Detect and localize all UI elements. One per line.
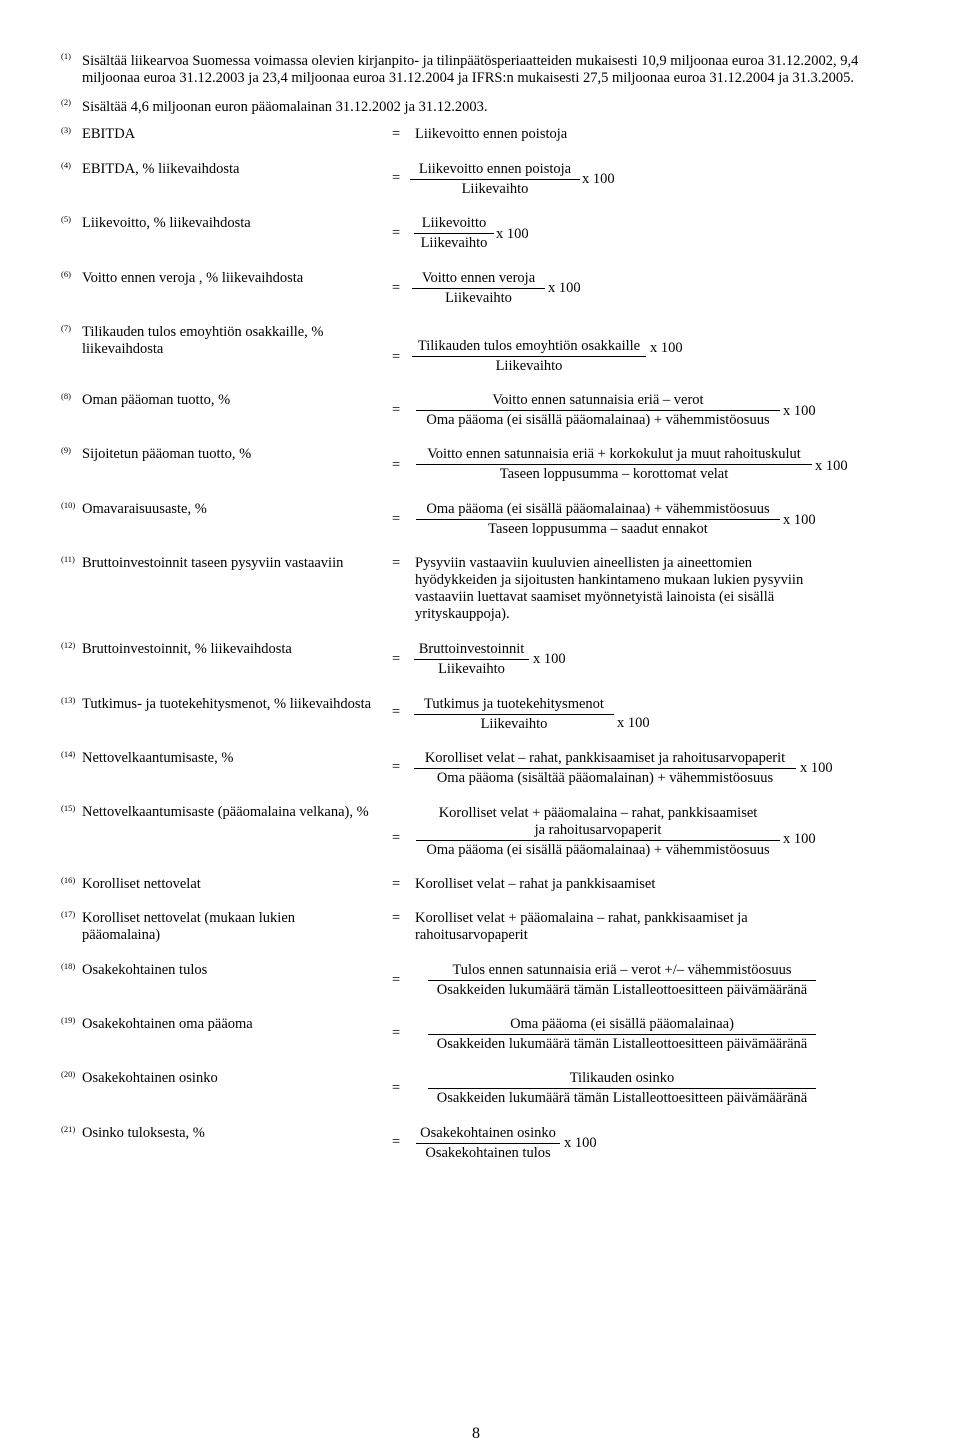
def-20-fraction-bar (428, 1088, 816, 1089)
def-18-numerator: Tulos ennen satunnaisia eriä – verot +/– vähemmistöosuus (452, 962, 792, 978)
def-5-denominator: Liikevaihto (420, 235, 488, 251)
def-4-fraction (410, 161, 580, 201)
def-4-multiplier: x 100 (582, 171, 615, 187)
def-10-marker: (10) (61, 500, 76, 510)
def-6-denominator: Liikevaihto (445, 290, 512, 306)
def-14-equals: = (392, 759, 401, 775)
def-9-marker: (9) (61, 445, 71, 455)
def-14-numerator: Korolliset velat – rahat, pankkisaamiset ja rahoitusarvopaperit (424, 750, 786, 766)
footnote-2-text: Sisältää 4,6 miljoonan euron pääomalainan 31.12.2002 ja 31.12.2003. (82, 99, 488, 115)
def-20-term: Osakekohtainen osinko (82, 1070, 218, 1086)
def-21-numerator: Osakekohtainen osinko (420, 1125, 556, 1141)
def-7-marker: (7) (61, 323, 71, 333)
def-15-marker: (15) (61, 803, 76, 813)
def-13-denominator: Liikevaihto (480, 716, 548, 732)
def-13-numerator: Tutkimus ja tuotekehitysmenot (424, 696, 604, 712)
def-14-fraction-bar (414, 768, 796, 769)
def-4-term: EBITDA, % liikevaihdosta (82, 161, 240, 177)
def-13-multiplier: x 100 (617, 715, 650, 731)
def-20-marker: (20) (61, 1069, 76, 1079)
def-11-definition-line-3: vastaaviin luettavat saamiset myönnetyistä lainoista (ei sisällä (415, 589, 775, 605)
def-18-term: Osakekohtainen tulos (82, 962, 208, 978)
def-7-denominator: Liikevaihto (495, 358, 563, 374)
def-7-term-line-2: liikevaihdosta (82, 341, 164, 357)
def-13-equals: = (392, 704, 401, 720)
def-7-equals: = (392, 349, 401, 365)
def-15-numerator-line-2: ja rahoitusarvopaperit (534, 822, 662, 838)
def-20-fraction (428, 1070, 816, 1110)
def-21-fraction-bar (416, 1143, 560, 1144)
def-10-multiplier: x 100 (783, 512, 816, 528)
def-15-equals: = (392, 830, 401, 846)
def-12-numerator: Bruttoinvestoinnit (418, 641, 525, 657)
def-13-marker: (13) (61, 695, 76, 705)
def-16-definition: Korolliset velat – rahat ja pankkisaamiset (415, 876, 656, 892)
def-17-term-line-2: pääomalaina) (82, 927, 161, 943)
def-20-equals: = (392, 1080, 401, 1096)
def-14-term: Nettovelkaantumisaste, % (82, 750, 234, 766)
def-10-equals: = (392, 511, 401, 527)
def-17-marker: (17) (61, 909, 76, 919)
def-11-definition-line-2: hyödykkeiden ja sijoitusten hankintameno mukaan lukien pysyviin (415, 572, 804, 588)
def-21-multiplier: x 100 (564, 1135, 597, 1151)
def-7-fraction-bar (412, 356, 646, 357)
def-14-multiplier: x 100 (800, 760, 833, 776)
def-5-fraction (414, 215, 494, 255)
def-15-fraction (416, 805, 780, 861)
def-18-fraction-bar (428, 980, 816, 981)
def-4-fraction-bar (410, 179, 580, 180)
def-8-multiplier: x 100 (783, 403, 816, 419)
def-21-equals: = (392, 1134, 401, 1150)
def-5-marker: (5) (61, 214, 71, 224)
def-18-fraction (428, 962, 816, 1002)
def-10-fraction (416, 501, 780, 541)
footnote-2-marker: (2) (61, 97, 71, 107)
def-9-numerator: Voitto ennen satunnaisia eriä + korkokulut ja muut rahoituskulut (427, 446, 801, 462)
def-14-fraction (414, 750, 796, 790)
footnote-1-line-1: Sisältää liikearvoa Suomessa voimassa olevien kirjanpito- ja tilinpäätösperiaatteiden mukaisesti 10,9 miljoonaa euroa 31.12.2002, 9,4 (82, 53, 859, 69)
def-12-fraction (414, 641, 529, 681)
def-9-denominator: Taseen loppusumma – korottomat velat (499, 466, 729, 482)
footnote-1-line-2: miljoonaa euroa 31.12.2003 ja 23,4 miljoonaa euroa 31.12.2004 ja IFRS:n mukaisesti 27,5 miljoonaa euroa 31.12.2004 ja 31.3.2005. (82, 70, 855, 86)
def-10-fraction-bar (416, 519, 780, 520)
def-21-fraction (416, 1125, 560, 1165)
def-8-fraction (416, 392, 780, 432)
def-12-multiplier: x 100 (533, 651, 566, 667)
def-14-denominator: Oma pääoma (sisältää pääomalainan) + vähemmistöosuus (436, 770, 774, 786)
def-16-equals: = (392, 876, 401, 892)
def-3-marker: (3) (61, 125, 71, 135)
def-10-numerator: Oma pääoma (ei sisällä pääomalainaa) + vähemmistöosuus (426, 501, 770, 517)
def-19-fraction (428, 1016, 816, 1056)
def-9-term: Sijoitetun pääoman tuotto, % (82, 446, 252, 462)
def-13-term: Tutkimus- ja tuotekehitysmenot, % liikevaihdosta (82, 696, 372, 712)
def-8-denominator: Oma pääoma (ei sisällä pääomalainaa) + vähemmistöosuus (426, 412, 770, 428)
def-12-denominator: Liikevaihto (438, 661, 505, 677)
def-8-fraction-bar (416, 410, 780, 411)
def-5-equals: = (392, 225, 401, 241)
def-18-denominator: Osakkeiden lukumäärä tämän Listalleottoesitteen päivämääränä (436, 982, 808, 998)
def-14-marker: (14) (61, 749, 76, 759)
def-10-denominator: Taseen loppusumma – saadut ennakot (488, 521, 708, 537)
def-13-fraction-bar (414, 714, 614, 715)
def-4-denominator: Liikevaihto (461, 181, 529, 197)
def-17-definition-line-2: rahoitusarvopaperit (415, 927, 528, 943)
def-12-marker: (12) (61, 640, 76, 650)
def-21-denominator: Osakekohtainen tulos (425, 1145, 551, 1161)
page-number: 8 (472, 1425, 480, 1442)
def-19-fraction-bar (428, 1034, 816, 1035)
def-9-fraction (416, 446, 812, 486)
def-11-definition-line-1: Pysyviin vastaaviin kuuluvien aineellisten ja aineettomien (415, 555, 753, 571)
def-18-marker: (18) (61, 961, 76, 971)
def-7-fraction (412, 338, 646, 378)
def-10-term: Omavaraisuusaste, % (82, 501, 207, 517)
def-11-definition-line-4: yrityskauppoja). (415, 606, 510, 622)
def-7-term-line-1: Tilikauden tulos emoyhtiön osakkaille, % (82, 324, 324, 340)
def-19-equals: = (392, 1025, 401, 1041)
def-9-multiplier: x 100 (815, 458, 848, 474)
def-21-marker: (21) (61, 1124, 76, 1134)
def-8-equals: = (392, 402, 401, 418)
def-6-fraction (412, 270, 545, 310)
def-15-denominator: Oma pääoma (ei sisällä pääomalainaa) + vähemmistöosuus (426, 842, 770, 858)
def-21-term: Osinko tuloksesta, % (82, 1125, 205, 1141)
def-3-term: EBITDA (82, 126, 136, 142)
def-6-marker: (6) (61, 269, 71, 279)
def-4-marker: (4) (61, 160, 71, 170)
def-19-numerator: Oma pääoma (ei sisällä pääomalainaa) (510, 1016, 734, 1032)
def-3-equals: = (392, 126, 401, 142)
def-8-term: Oman pääoman tuotto, % (82, 392, 231, 408)
def-16-marker: (16) (61, 875, 76, 885)
def-5-multiplier: x 100 (496, 226, 529, 242)
def-16-term: Korolliset nettovelat (82, 876, 201, 892)
def-15-numerator-line-1: Korolliset velat + pääomalaina – rahat, pankkisaamiset (438, 805, 758, 821)
def-8-marker: (8) (61, 391, 71, 401)
def-15-term: Nettovelkaantumisaste (pääomalaina velkana), % (82, 804, 369, 820)
def-8-numerator: Voitto ennen satunnaisia eriä – verot (492, 392, 704, 408)
def-20-numerator: Tilikauden osinko (569, 1070, 675, 1086)
def-11-marker: (11) (61, 554, 75, 564)
def-15-multiplier: x 100 (783, 831, 816, 847)
def-9-equals: = (392, 457, 401, 473)
def-12-equals: = (392, 651, 401, 667)
def-6-multiplier: x 100 (548, 280, 581, 296)
def-17-equals: = (392, 910, 401, 926)
def-3-definition: Liikevoitto ennen poistoja (415, 126, 568, 142)
def-11-term: Bruttoinvestoinnit taseen pysyviin vastaaviin (82, 555, 344, 571)
def-18-equals: = (392, 972, 401, 988)
footnote-1-marker: (1) (61, 51, 71, 61)
def-19-denominator: Osakkeiden lukumäärä tämän Listalleottoesitteen päivämääränä (436, 1036, 808, 1052)
def-5-fraction-bar (414, 233, 494, 234)
def-5-term: Liikevoitto, % liikevaihdosta (82, 215, 251, 231)
def-6-term: Voitto ennen veroja , % liikevaihdosta (82, 270, 304, 286)
def-20-denominator: Osakkeiden lukumäärä tämän Listalleottoesitteen päivämääränä (436, 1090, 808, 1106)
def-6-equals: = (392, 280, 401, 296)
def-17-term-line-1: Korolliset nettovelat (mukaan lukien (82, 910, 296, 926)
def-6-fraction-bar (412, 288, 545, 289)
def-15-fraction-bar (416, 840, 780, 841)
def-7-multiplier: x 100 (650, 340, 683, 356)
def-4-equals: = (392, 170, 401, 186)
def-4-numerator: Liikevoitto ennen poistoja (418, 161, 572, 177)
def-17-definition-line-1: Korolliset velat + pääomalaina – rahat, pankkisaamiset ja (415, 910, 748, 926)
def-11-equals: = (392, 555, 401, 571)
def-19-marker: (19) (61, 1015, 76, 1025)
def-12-term: Bruttoinvestoinnit, % liikevaihdosta (82, 641, 292, 657)
def-5-numerator: Liikevoitto (421, 215, 487, 231)
def-7-numerator: Tilikauden tulos emoyhtiön osakkaille (417, 338, 641, 354)
def-12-fraction-bar (414, 659, 529, 660)
def-6-numerator: Voitto ennen veroja (421, 270, 536, 286)
def-9-fraction-bar (416, 464, 812, 465)
def-19-term: Osakekohtainen oma pääoma (82, 1016, 253, 1032)
def-13-fraction (414, 696, 614, 736)
